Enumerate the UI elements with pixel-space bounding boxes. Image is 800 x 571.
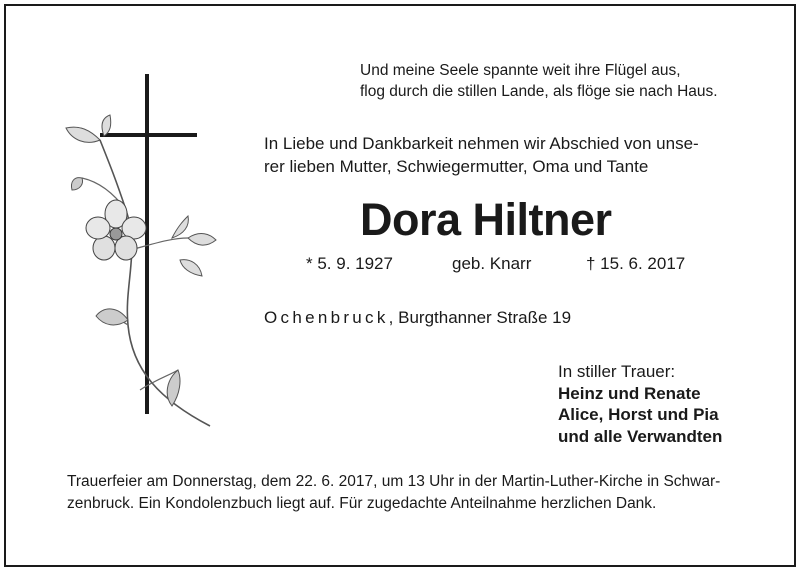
mourner-name: und alle Verwandten <box>558 426 723 446</box>
deceased-name: Dora Hiltner <box>360 194 612 245</box>
mourners-block <box>558 361 722 447</box>
poem-verse <box>360 60 718 102</box>
mourner-name: Heinz und Renate <box>558 383 701 403</box>
poem-line-1: Und meine Seele spannte weit ihre Flügel aus, <box>360 62 681 79</box>
maiden-name: geb. Knarr <box>452 254 532 273</box>
intro-text <box>264 132 699 178</box>
intro-line-1: In Liebe und Dankbarkeit nehmen wir Abschied von unse- <box>264 134 699 153</box>
funeral-info <box>67 471 720 515</box>
address-town: Ochenbruck <box>264 308 389 327</box>
poem-line-2: flog durch die stillen Lande, als flöge sie nach Haus. <box>360 83 718 100</box>
death-date: † 15. 6. 2017 <box>586 254 686 273</box>
intro-line-2: rer lieben Mutter, Schwiegermutter, Oma und Tante <box>264 157 649 176</box>
address-street: , Burgthanner Straße 19 <box>388 308 572 327</box>
cross-with-flower-icon <box>60 70 220 440</box>
mourner-name: Alice, Horst und Pia <box>558 405 719 424</box>
funeral-info-line-2: zenbruck. Ein Kondolenzbuch liegt auf. Für zugedachte Anteilnahme herzlichen Dank. <box>67 495 657 512</box>
mourners-heading: In stiller Trauer: <box>558 362 676 381</box>
birth-date: * 5. 9. 1927 <box>306 254 393 273</box>
funeral-info-line-1: Trauerfeier am Donnerstag, dem 22. 6. 2017, um 13 Uhr in der Martin-Luther-Kirche in Schwar- <box>67 473 721 490</box>
address <box>264 308 571 328</box>
